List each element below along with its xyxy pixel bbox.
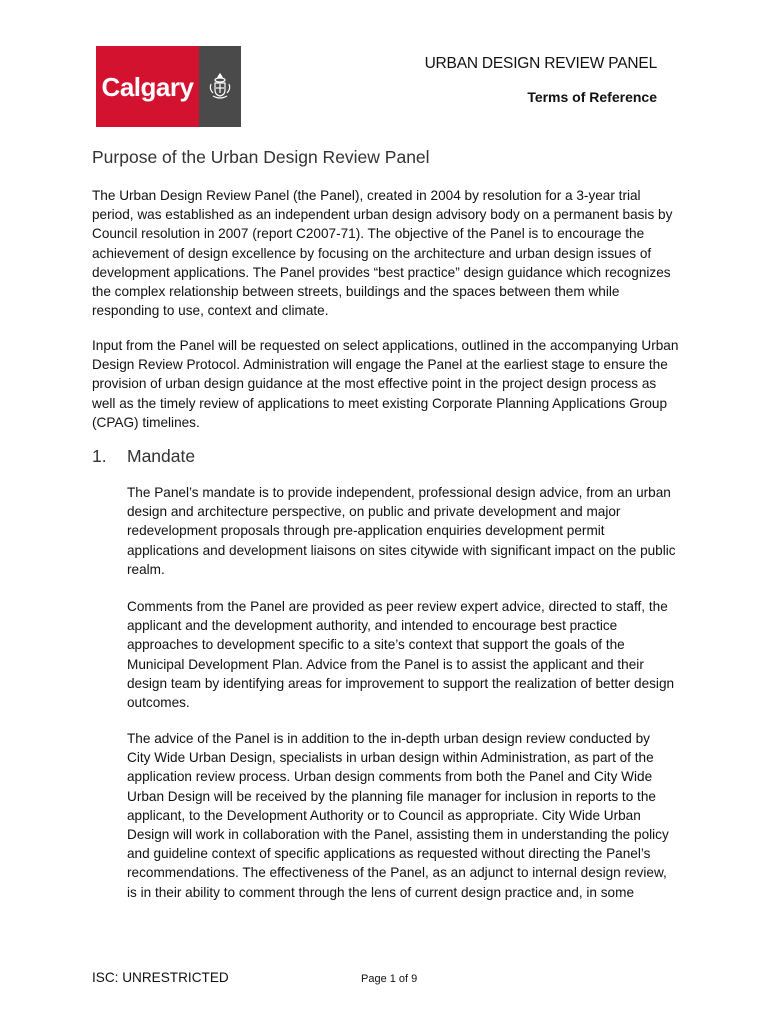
mandate-paragraph-3: The advice of the Panel is in addition to the in-depth urban design review conducted by City Wide Urban Design, specialists in urban design within Administration, as part of the application review process. Urban design comments from both the Panel and City Wide Urban Design will be received by the planning file manager for inclusion in reports to the applicant, to the Development Authority or to Council as appropriate. City Wide Urban Design will work in collaboration with the Panel, assisting them in understanding the policy and guideline context of specific applications as requested without directing the Panel’s recommendations. The effectiveness of the Panel, as an adjunct to internal design review, is in their ability to comment through the lens of current design practice and, in some (127, 731, 669, 900)
logo-crest-panel (199, 46, 241, 127)
header-title: URBAN DESIGN REVIEW PANEL (424, 55, 657, 72)
purpose-paragraph-1: The Urban Design Review Panel (the Panel), created in 2004 by resolution for a 3-year trial period, was established as an independent urban design advisory body on a permanent basis by Council resolution in 2007 (report C2007-71). The objective of the Panel is to encourage the achievement of design excellence by focusing on the architecture and urban design issues of development applications. The Panel provides “best practice” design guidance which recognizes the complex relationship between streets, buildings and the spaces between them while responding to use, context and climate. (92, 188, 673, 319)
mandate-paragraph-2: Comments from the Panel are provided as peer review expert advice, directed to staff, the applicant and the development authority, and intended to encourage best practice approaches to development specific to a site’s context that support the goals of the Municipal Development Plan. Advice from the Panel is to assist the applicant and their design team by identifying areas for improvement to support the realization of better design outcomes. (127, 599, 675, 711)
purpose-paragraph-2: Input from the Panel will be requested on select applications, outlined in the accompanying Urban Design Review Protocol. Administration will engage the Panel at the earliest stage to ensure the provision of urban design guidance at the most effective point in the project design process as well as the timely review of applications to meet existing Corporate Planning Applications Group (CPAG) timelines. (92, 338, 679, 430)
calgary-logo (96, 46, 241, 127)
logo-red-panel (96, 46, 199, 127)
mandate-heading-text: Mandate (127, 446, 196, 466)
mandate-heading (92, 446, 195, 467)
coat-of-arms-icon (207, 72, 233, 102)
mandate-paragraph-1: The Panel’s mandate is to provide independent, professional design advice, from an urban design and architecture perspective, on public and private development and major redevelopment proposals through pre-application enquiries development permit applications and development liaisons on sites citywide with significant impact on the public realm. (127, 485, 676, 577)
logo-wordmark: Calgary (101, 72, 194, 102)
purpose-heading: Purpose of the Urban Design Review Panel (92, 147, 430, 167)
header-subtitle: Terms of Reference (527, 89, 657, 105)
mandate-section-number: 1. (92, 446, 107, 466)
footer-classification: ISC: UNRESTRICTED (92, 970, 229, 985)
footer-page-number: Page 1 of 9 (361, 973, 418, 985)
